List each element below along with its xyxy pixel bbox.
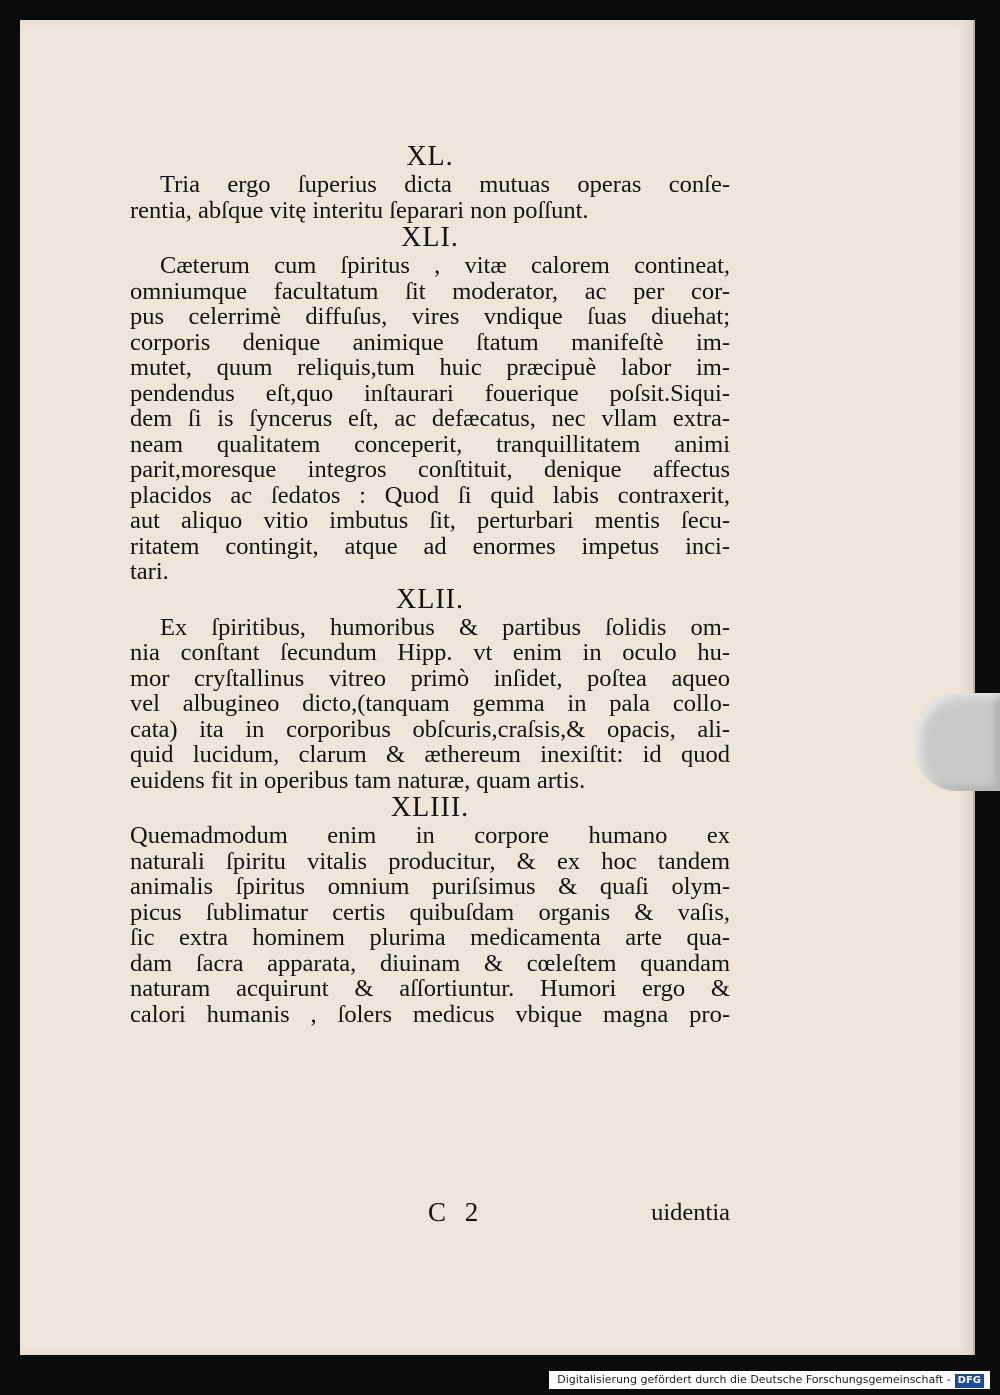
text-line: quid lucidum, clarum & æthereum inexiſtit: id quod: [130, 741, 730, 768]
text-line: parit,moresque integros conſtituit, denique affectus: [130, 456, 730, 483]
section-xliii: [130, 793, 730, 1027]
section-heading: XLI.: [401, 222, 459, 253]
section-xl: [130, 142, 730, 223]
text-line: Tria ergo ſuperius dicta mutuas operas conſe-: [160, 171, 730, 198]
page-text: [130, 142, 730, 1027]
footer-text: Digitalisierung gefördert durch die Deutsche Forschungsgemeinschaft -: [557, 1373, 951, 1386]
section-heading: XLII.: [396, 583, 464, 615]
text-line: nia conſtant ſecundum Hipp. vt enim in oculo hu-: [130, 639, 730, 666]
text-line: naturam acquirunt & aſſortiuntur. Humori ergo &: [130, 975, 730, 1002]
text-line: Ex ſpiritibus, humoribus & partibus ſolidis om-: [160, 613, 730, 641]
text-line: neam qualitatem conceperit, tranquillitatem animi: [130, 430, 730, 458]
book-page: [20, 20, 975, 1355]
page-clip: [915, 693, 1000, 791]
text-line: mor cryſtallinus vitreo primò inſidet, poſtea aqueo: [130, 664, 730, 692]
section-heading: XL.: [406, 141, 454, 172]
text-line: mutet, quum reliquis,tum huic præcipuè labor im-: [130, 354, 730, 381]
text-line: picus ſublimatur certis quibuſdam organis & vaſis,: [130, 898, 730, 926]
digitization-footer: [549, 1371, 990, 1389]
text-line: tari.: [130, 558, 169, 585]
text-line: Quemadmodum enim in corpore humano ex: [130, 822, 730, 849]
text-line: naturali ſpiritu vitalis producitur, & ex hoc tandem: [130, 847, 730, 875]
dfg-logo: DFG: [955, 1374, 984, 1388]
signature-mark: C 2: [428, 1197, 485, 1227]
text-line: aut aliquo vitio imbutus ſit, perturbari mentis ſecu-: [130, 507, 730, 534]
text-line: ritatem contingit, atque ad enormes impetus inci-: [130, 532, 730, 560]
text-line: corporis denique animique ſtatum manifeſtè im-: [130, 328, 730, 356]
text-line: pendendus eſt,quo inſtaurari fouerique poſsit.Siqui-: [130, 379, 730, 407]
section-xli: [130, 223, 730, 585]
text-line: omniumque facultatum ſit moderator, ac per cor-: [130, 277, 730, 305]
text-line: vel albugineo dicto,(tanquam gemma in pala collo-: [130, 690, 730, 717]
text-line: placidos ac ſedatos : Quod ſi quid labis contraxerit,: [130, 481, 730, 509]
text-line: pus celerrimè diffuſus, vires vndique ſuas diuehat;: [130, 303, 730, 330]
text-line: Cæterum cum ſpiritus , vitæ calorem contineat,: [160, 252, 730, 279]
catchword: uidentia: [651, 1199, 730, 1226]
text-line: rentia, abſque vitę interitu ſeparari non poſſunt.: [130, 196, 589, 224]
text-line: calori humanis , ſolers medicus vbique magna pro-: [130, 1000, 730, 1028]
section-heading: XLIII.: [390, 792, 470, 823]
page-foot-line: [130, 1197, 730, 1227]
text-line: ſic extra hominem plurima medicamenta arte qua-: [130, 924, 730, 951]
text-line: euidens fit in operibus tam naturæ, quam artis.: [130, 766, 586, 794]
section-xlii: [130, 585, 730, 794]
text-line: dam ſacra apparata, diuinam & cœleſtem quandam: [130, 949, 730, 977]
text-line: animalis ſpiritus omnium puriſsimus & quaſi olym-: [130, 873, 730, 900]
text-line: cata) ita in corporibus obſcuris,craſsis,& opacis, ali-: [130, 715, 730, 743]
text-line: dem ſi is ſyncerus eſt, ac defæcatus, nec vllam extra-: [130, 405, 730, 432]
